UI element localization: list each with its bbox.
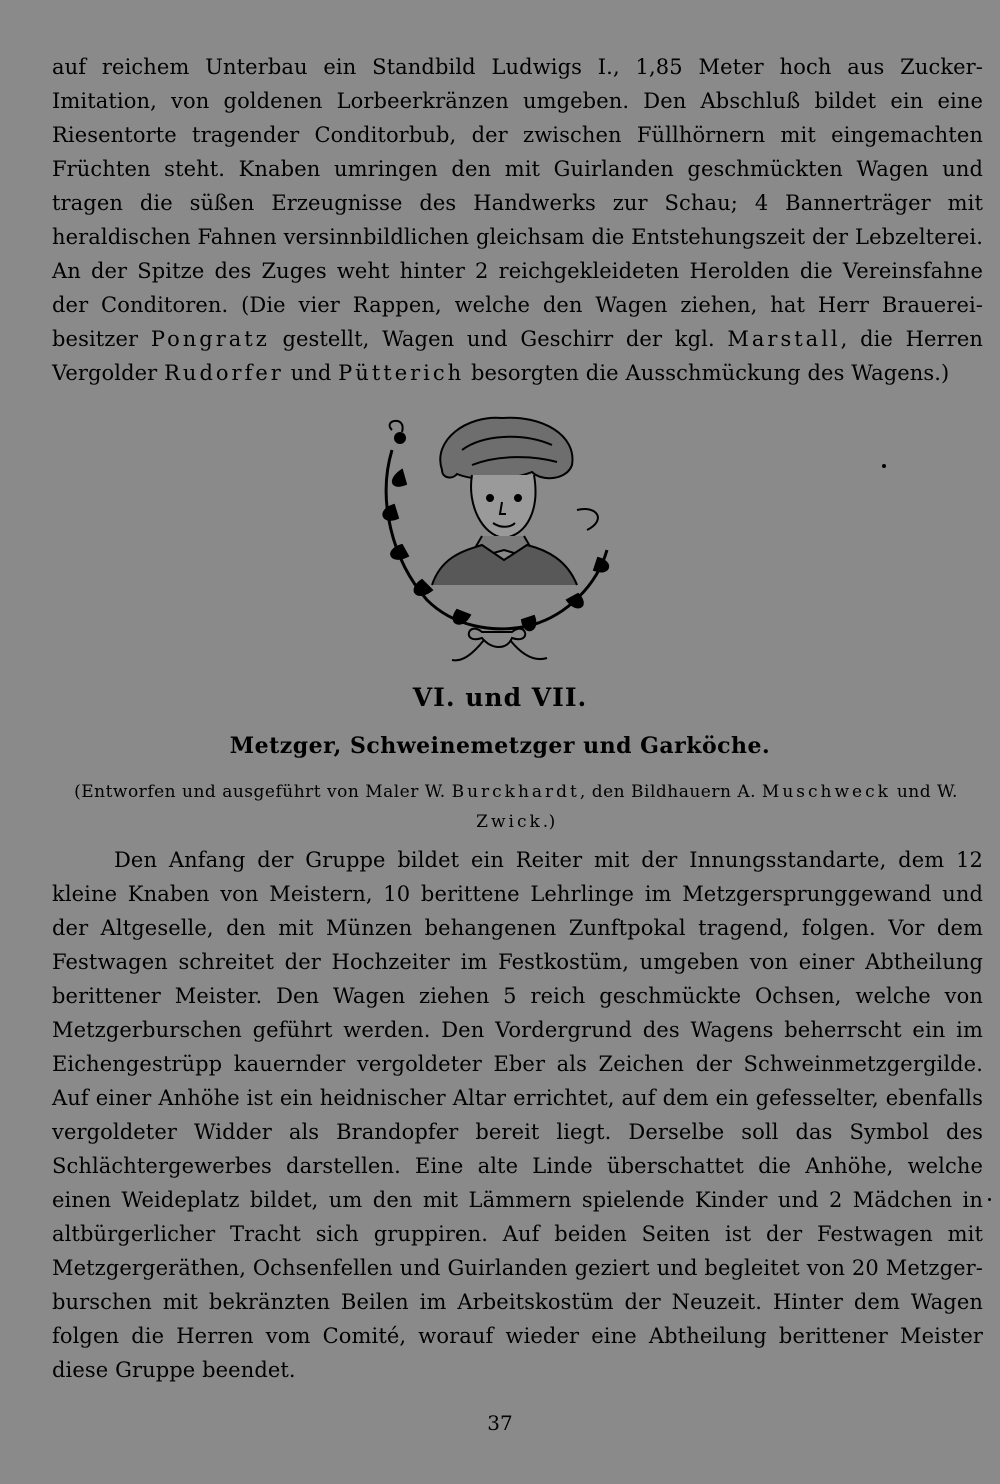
paragraph-text: und [290, 361, 332, 385]
paragraph-conditor-wagon [52, 50, 983, 390]
section-credits [46, 777, 986, 837]
name-zwick: Zwick [476, 812, 543, 832]
text-block-main [52, 843, 983, 1387]
paragraph-metzger-group: Den Anfang der Gruppe bildet ein Reiter mit der Innungsstandarte, dem 12 kleine Knaben von Meistern, 10 berittene Lehrlinge im Metzgersprunggewand und der Altgeselle, den mit Münzen behangenen Zunftpokal tragend, folgen. Vor dem Festwagen schreitet der Hochzeiter im Festkostüm, umgeben von einer Abtheilung berittener Meister. Den Wagen ziehen 5 reich geschmückte Ochsen, welche von Metzgerburschen geführt werden. Den Vordergrund des Wagens beherrscht ein im Eichengestrüpp kauernder vergoldeter Eber als Zeichen der Schweinmetzgergilde. Auf einer Anhöhe ist ein heidnischer Altar errichtet, auf dem ein gefesselter, ebenfalls vergoldeter Widder als Brandopfer bereit liegt. Derselbe soll das Symbol des Schlächtergewerbes darstellen. Eine alte Linde überschattet die Anhöhe, welche einen Weideplatz bildet, um den mit Lämmern spielende Kinder und 2 Mädchen in altbürgerlicher Tracht sich gruppiren. Auf beiden Seiten ist der Festwagen mit Metzgergeräthen, Ochsenfellen und Guirlanden geziert und begleitet von 20 Metzger-burschen mit bekränzten Beilen im Arbeitskostüm der Neuzeit. Hinter dem Wagen folgen die Herren vom Comité, worauf wieder eine Abtheilung berittener Meister diese Gruppe beendet. [52, 848, 983, 1382]
credits-text: .) [542, 812, 556, 832]
paragraph-text: besorgten die Ausschmückung des Wagens.) [470, 361, 950, 385]
page-number: 37 [487, 1411, 513, 1435]
credits-text: und W. [896, 782, 958, 802]
section-subheading: Metzger, Schweinemetzger und Garköche. [229, 733, 771, 759]
paragraph-text: gestellt, Wagen und Geschirr der kgl. [282, 327, 715, 351]
credits-text: , den Bildhauern A. [579, 782, 757, 802]
margin-mark [988, 1198, 991, 1201]
name-pongratz: Pongratz [150, 327, 270, 351]
name-marstall: Marstall [727, 327, 841, 351]
stray-mark [882, 464, 886, 468]
name-muschweck: Muschweck [761, 782, 891, 802]
text-block-top [52, 50, 983, 390]
name-burckhardt: Burckhardt [451, 782, 580, 802]
name-puetterich: Pütterich [338, 361, 465, 385]
section-heading: VI. und VII. [412, 683, 588, 712]
paragraph-text: , die Herren Vergolder [52, 327, 983, 385]
paragraph-text: auf reichem Unterbau ein Standbild Ludwigs I., 1,85 Meter hoch aus Zucker-Imitation, von goldenen Lorbeerkränzen umgeben. Den Abschluß bildet ein eine Riesentorte tragender Conditorbub, der zwischen Füllhörnern mit eingemachten Früchten steht. Knaben umringen den mit Guirlanden geschmückten Wagen und tragen die süßen Erzeugnisse des Handwerks zur Schau; 4 Bannerträger mit heraldischen Fahnen versinnbildlichen gleichsam die Entstehungszeit der Lebzelterei. An der Spitze des Zuges weht hinter 2 reichgekleideten Herolden die Vereinsfahne der Conditoren. (Die vier Rappen, welche den Wagen ziehen, hat Herr Brauerei-besitzer [52, 55, 983, 351]
credits-text: (Entworfen und ausgeführt von Maler W. [74, 782, 446, 802]
vignette-baker-boy-illustration [372, 410, 622, 668]
name-rudorfer: Rudorfer [164, 361, 284, 385]
